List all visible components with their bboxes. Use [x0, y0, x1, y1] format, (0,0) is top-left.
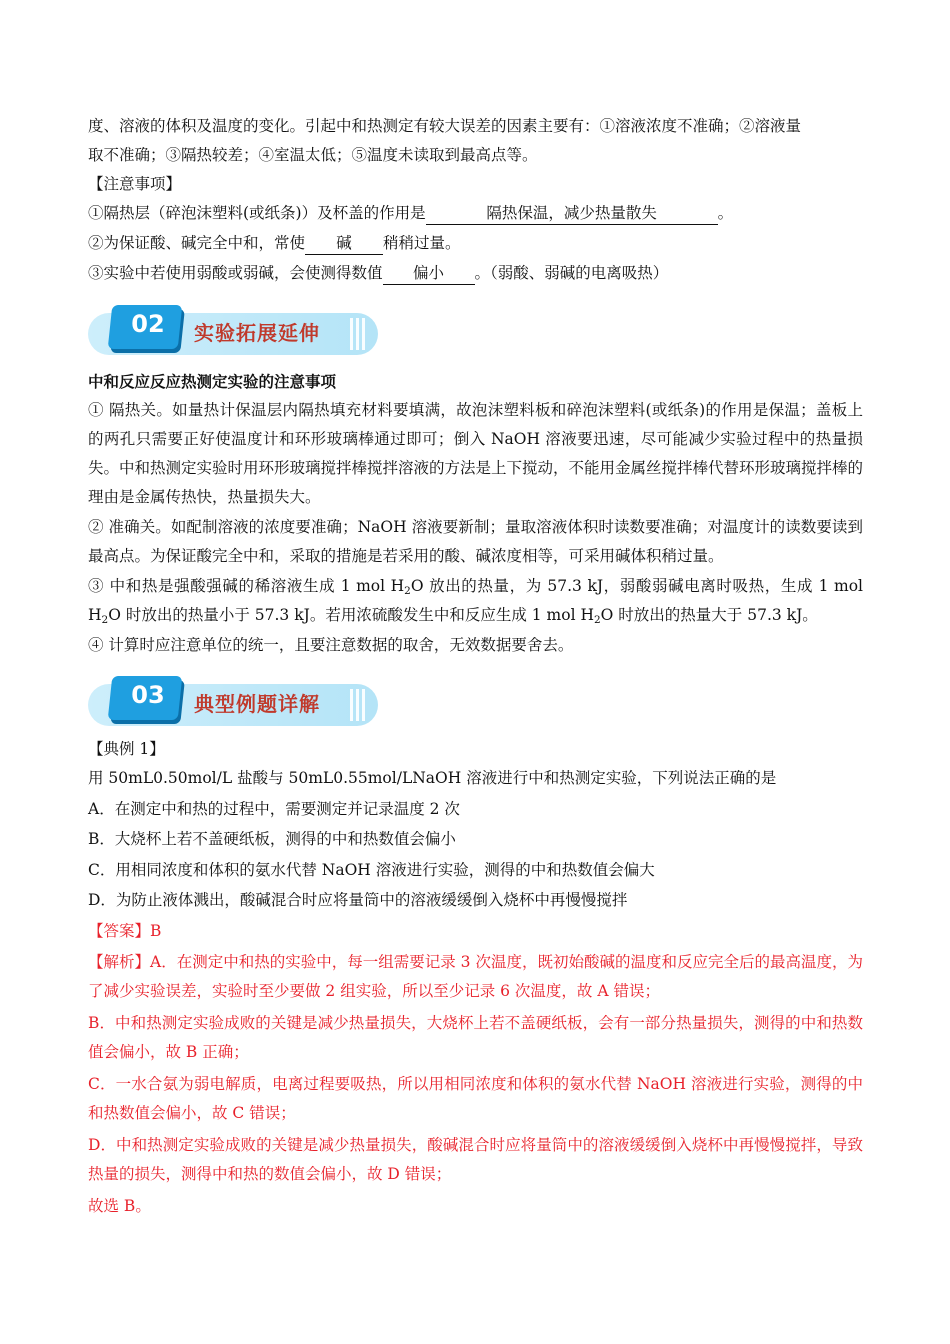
section-title: 实验拓展延伸 [194, 321, 320, 345]
answer-value: B [150, 922, 162, 940]
note-2-text: ②为保证酸、碱完全中和，常使 [88, 234, 306, 252]
point-3-text-a: ③ 中和热是强酸强碱的稀溶液生成 1 mol H [88, 577, 405, 595]
banner-stripe [350, 318, 353, 350]
note-3-text: ③实验中若使用弱酸或弱碱，会使测得数值 [88, 264, 383, 282]
option-c: C．用相同浓度和体积的氨水代替 NaOH 溶液进行实验，测得的中和热数值会偏大 [88, 861, 655, 879]
banner-stripe [362, 689, 365, 721]
section-03-banner [88, 676, 380, 728]
banner-stripe [356, 318, 359, 350]
section-2-point-1: ① 隔热关。如量热计保温层内隔热填充材料要填满，故泡沫塑料板和碎泡沫塑料(或纸条)的作用是保温；盖板上的两孔只需要正好使温度计和环形玻璃棒通过即可；倒入 NaOH 溶液要迅速，尽可能减少实验过程中的热量损失。中和热测定实验时用环形玻璃搅拌棒搅拌溶液的方法是上下搅动，不能用金属丝搅拌棒代替环形玻璃搅拌棒的理由是金属传热快，热量损失大。 [88, 401, 864, 506]
banner-stripe [362, 318, 365, 350]
note-1-answer: 隔热保温，减少热量散失 [426, 202, 718, 225]
section-number: 03 [131, 681, 165, 709]
note-3-answer: 偏小 [383, 262, 475, 285]
intro-line-2: 取不准确；③隔热较差；④室温太低；⑤温度未读取到最高点等。 [88, 146, 538, 164]
point-3-text-b: O 放出的热量，为 57.3 kJ，弱酸弱碱电离时吸热，生成 1 mol H [88, 577, 863, 624]
analysis-a-text: A．在测定中和热的实验中，每一组需要记录 3 次温度，既初始酸碱的温度和反应完全后的最高温度，为了减少实验误差，实验时至少要做 2 组实验，所以至少记录 6 次温度，故 A 错误； [88, 953, 863, 1000]
section-title: 典型例题详解 [194, 692, 320, 716]
conclusion: 故选 B。 [88, 1197, 151, 1215]
section-2-subheading: 中和反应反应热测定实验的注意事项 [88, 372, 337, 391]
question-stem: 用 50mL0.50mol/L 盐酸与 50mL0.55mol/LNaOH 溶液进行中和热测定实验，下列说法正确的是 [88, 769, 777, 787]
subscript: 2 [404, 585, 411, 597]
point-3-text-d: O 时放出的热量大于 57.3 kJ。 [600, 606, 818, 624]
intro-line-1: 度、溶液的体积及温度的变化。引起中和热测定有较大误差的因素主要有：①溶液浓度不准确；②溶液量 [88, 117, 802, 135]
subscript: 2 [593, 614, 601, 626]
note-3 [88, 259, 863, 288]
analysis-a [88, 948, 863, 1006]
analysis-c: C．一水合氨为弱电解质，电离过程要吸热，所以用相同浓度和体积的氨水代替 NaOH 溶液进行实验，测得的中和热数值会偏小，故 C 错误； [88, 1075, 863, 1122]
subscript: 2 [101, 614, 109, 626]
analysis-b: B．中和热测定实验成败的关键是减少热量损失，大烧杯上若不盖硬纸板，会有一部分热量损失，测得的中和热数值会偏小，故 B 正确； [88, 1014, 863, 1061]
banner-stripe [356, 689, 359, 721]
analysis-d: D．中和热测定实验成败的关键是减少热量损失，酸碱混合时应将量筒中的溶液缓缓倒入烧杯中再慢慢搅拌，导致热量的损失，测得中和热的数值会偏小，故 D 错误； [88, 1136, 863, 1183]
notes-heading: 【注意事项】 [88, 175, 182, 193]
section-2-point-3 [88, 572, 863, 630]
banner-stripe [350, 689, 353, 721]
section-2-point-4: ④ 计算时应注意单位的统一，且要注意数据的取舍，无效数据要舍去。 [88, 636, 574, 654]
point-3-text-c: O 时放出的热量小于 57.3 kJ。若用浓硫酸发生中和反应生成 1 mol H [108, 606, 594, 624]
note-2-answer: 碱 [305, 232, 383, 255]
note-1-text: ①隔热层（碎泡沫塑料(或纸条)）及杯盖的作用是 [88, 204, 426, 222]
section-2-point-2: ② 准确关。如配制溶液的浓度要准确；NaOH 溶液要新制；量取溶液体积时读数要准确；对温度计的读数要读到最高点。为保证酸完全中和，采取的措施是若采用的酸、碱浓度相等，可采用碱体积稍过量。 [88, 518, 863, 565]
option-d: D．为防止液体溅出，酸碱混合时应将量筒中的溶液缓缓倒入烧杯中再慢慢搅拌 [88, 891, 628, 909]
note-2 [88, 229, 863, 258]
answer-line [88, 917, 863, 946]
note-1-end: 。 [717, 204, 734, 222]
analysis-label: 【解析】 [88, 953, 151, 971]
note-2-end: 稍稍过量。 [383, 234, 461, 252]
option-b: B．大烧杯上若不盖硬纸板，测得的中和热数值会偏小 [88, 830, 456, 848]
note-1 [88, 199, 863, 228]
section-number: 02 [131, 310, 165, 338]
example-label: 【典例 1】 [88, 740, 165, 758]
section-02-banner [88, 305, 380, 357]
option-a: A．在测定中和热的过程中，需要测定并记录温度 2 次 [88, 800, 460, 818]
note-3-end: 。（弱酸、弱碱的电离吸热） [474, 264, 669, 282]
answer-label: 【答案】 [88, 922, 151, 940]
